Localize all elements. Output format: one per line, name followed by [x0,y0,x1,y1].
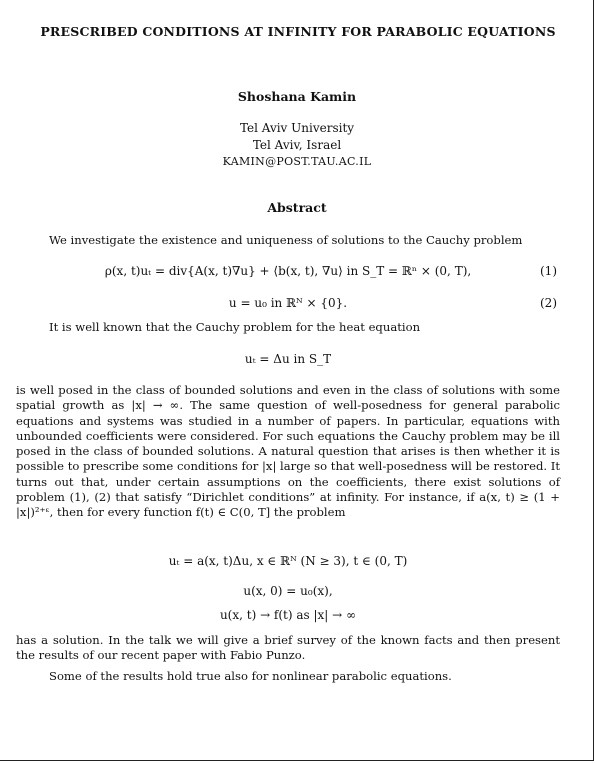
equation-2: u = u₀ in ℝᴺ × {0}. [228,296,348,310]
equation-heat: uₜ = Δu in S_T [244,352,332,366]
equation-1: ρ(x, t)uₜ = div{A(x, t)∇u} + ⟨b(x, t), ∇u⟩ in S_T = ℝⁿ × (0, T), [104,264,472,278]
affiliation-location: Tel Aviv, Israel [252,138,342,152]
abstract-paragraph-intro: We investigate the existence and uniqueness of solutions to the Cauchy problem [49,233,523,247]
affiliation-university: Tel Aviv University [239,121,355,135]
paper-title: PRESCRIBED CONDITIONS AT INFINITY FOR PARABOLIC EQUATIONS [40,24,556,39]
author-name: Shoshana Kamin [237,89,357,104]
abstract-heading: Abstract [267,200,327,215]
equation-system-3: u(x, t) → f(t) as |x| → ∞ [219,608,357,622]
abstract-paragraph-nonlinear: Some of the results hold true also for nonlinear parabolic equations. [49,669,452,683]
abstract-paragraph-talk: has a solution. In the talk we will give a brief survey of the known facts and then present the results of our recent paper with Fabio Punzo. [16,633,560,663]
affiliation-email: KAMIN@POST.TAU.AC.IL [222,155,372,168]
equation-system-2: u(x, 0) = u₀(x), [243,584,333,598]
equation-1-number: (1) [540,264,557,278]
equation-system-1: uₜ = a(x, t)Δu, x ∈ ℝᴺ (N ≥ 3), t ∈ (0, T) [168,554,408,568]
abstract-paragraph-main: is well posed in the class of bounded solutions and even in the class of solutions with some spatial growth as |x| → ∞. The same question of well-posedness for general parabolic equations and systems was studied in a number of papers. In particular, equations with unbounded coefficients were considered. For such equations the Cauchy problem may be ill posed in the class of bounded solutions. A natural question that arises is then whether it is possible to prescribe some conditions for |x| large so that well-posedness will be restored. It turns out that, under certain assumptions on the coefficients, there exist solutions of problem (1), (2) that satisfy “Dirichlet conditions” at infinity. For instance, if a(x, t) ≥ (1 + |x|)²⁺ᵋ, then for every function f(t) ∈ C(0, T] the problem [16,383,560,520]
abstract-paragraph-heat: It is well known that the Cauchy problem for the heat equation [49,320,421,334]
equation-2-number: (2) [540,296,557,310]
